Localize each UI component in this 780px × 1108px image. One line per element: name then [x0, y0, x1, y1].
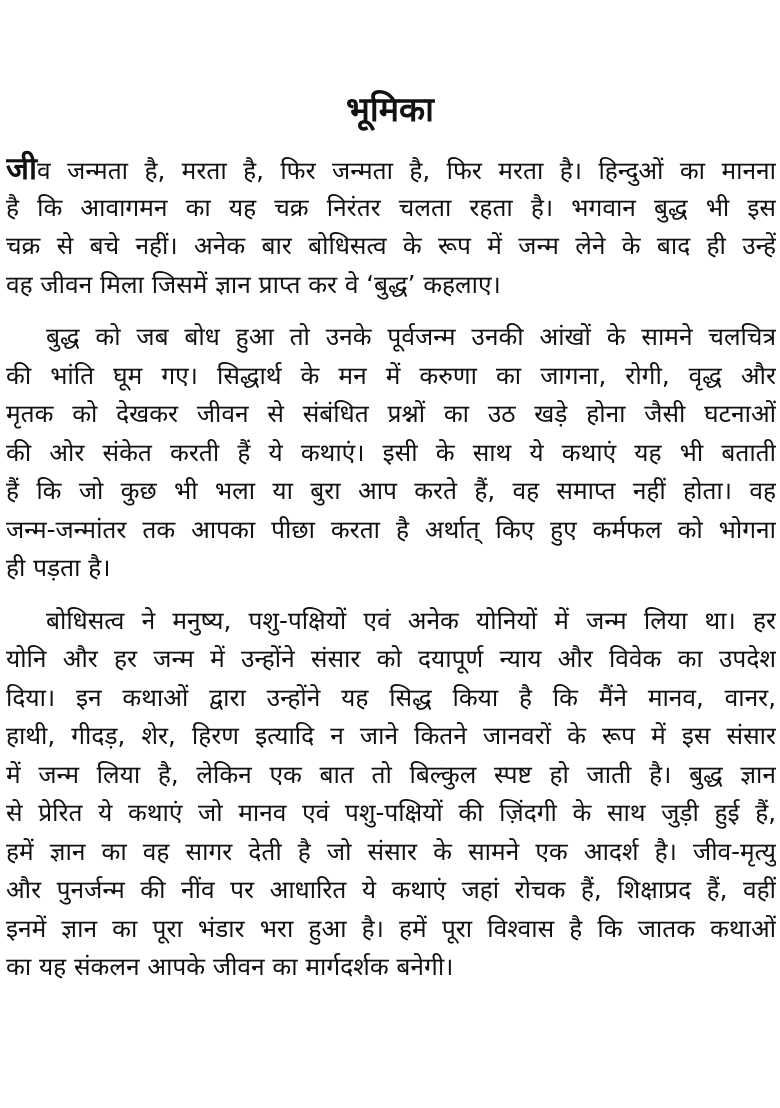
text-line: की भांति घूम गए। सिद्धार्थ के मन में करुणा का जागना, रोगी, वृद्ध और — [6, 360, 776, 390]
paragraph-2 — [6, 318, 776, 588]
text-line: ही पड़ता है। — [6, 553, 111, 582]
text-line: चक्र से बचे नहीं। अनेक बार बोधिसत्व के रूप में जन्म लेने के बाद ही उन्हें — [6, 231, 776, 260]
text-line: दिया। इन कथाओं द्वारा उन्होंने यह सिद्ध किया है कि मैंने मानव, वानर, — [6, 682, 776, 712]
text-line: की ओर संकेत करती हैं ये कथाएं। इसी के साथ ये कथाएं यह भी बताती — [6, 437, 776, 467]
text-line: का यह संकलन आपके जीवन का मार्गदर्शक बनेगी। — [6, 952, 454, 981]
text-line: मृतक को देखकर जीवन से संबंधित प्रश्नों का उठ खड़े होना जैसी घटनाओं — [6, 399, 776, 428]
body-text — [6, 150, 776, 987]
text-line: योनि और हर जन्म में उन्होंने संसार को दयापूर्ण न्याय और विवेक का उपदेश — [6, 644, 776, 673]
text-line: जन्म-जन्मांतर तक आपका पीछा करता है अर्थात् किए हुए कर्मफल को भोगना — [6, 514, 776, 544]
text-line: और पुनर्जन्म की नींव पर आधारित ये कथाएं जहां रोचक हैं, शिक्षाप्रद हैं, वहीं — [6, 875, 776, 904]
drop-cap: जी — [6, 151, 38, 187]
text-line: हमें ज्ञान का वह सागर देती है जो संसार के सामने एक आदर्श है। जीव-मृत्यु — [6, 836, 776, 866]
paragraph-1 — [6, 150, 776, 304]
text-line: हैं कि जो कुछ भी भला या बुरा आप करते हैं, वह समाप्त नहीं होता। वह — [6, 476, 776, 505]
text-line: हाथी, गीदड़, शेर, हिरण इत्यादि न जाने कितने जानवरों के रूप में इस संसार — [6, 721, 776, 750]
text-line — [6, 150, 776, 189]
text-line: से प्रेरित ये कथाएं जो मानव एवं पशु-पक्षियों की ज़िंदगी के साथ जुड़ी हुई हैं, — [6, 798, 776, 827]
text-line: बोधिसत्व ने मनुष्य, पशु-पक्षियों एवं अनेक योनियों में जन्म लिया था। हर — [46, 605, 776, 635]
text-line: वह जीवन मिला जिसमें ज्ञान प्राप्त कर वे ‘बुद्ध’ कहलाए। — [6, 269, 501, 299]
text-line: है कि आवागमन का यह चक्र निरंतर चलता रहता है। भगवान बुद्ध भी इस — [6, 192, 776, 222]
text-line: इनमें ज्ञान का पूरा भंडार भरा हुआ है। हमें पूरा विश्वास है कि जातक कथाओं — [6, 913, 776, 943]
text-line: में जन्म लिया है, लेकिन एक बात तो बिल्कुल स्पष्ट हो जाती है। बुद्ध ज्ञान — [6, 759, 776, 789]
page-title: भूमिका — [346, 90, 434, 130]
text-line: बुद्ध को जब बोध हुआ तो उनके पूर्वजन्म उनकी आंखों के सामने चलचित्र — [46, 322, 776, 351]
paragraph-3 — [6, 602, 776, 987]
text-line-content: व जन्मता है, मरता है, फिर जन्मता है, फिर मरता है। हिन्दुओं का मानना — [37, 156, 776, 185]
